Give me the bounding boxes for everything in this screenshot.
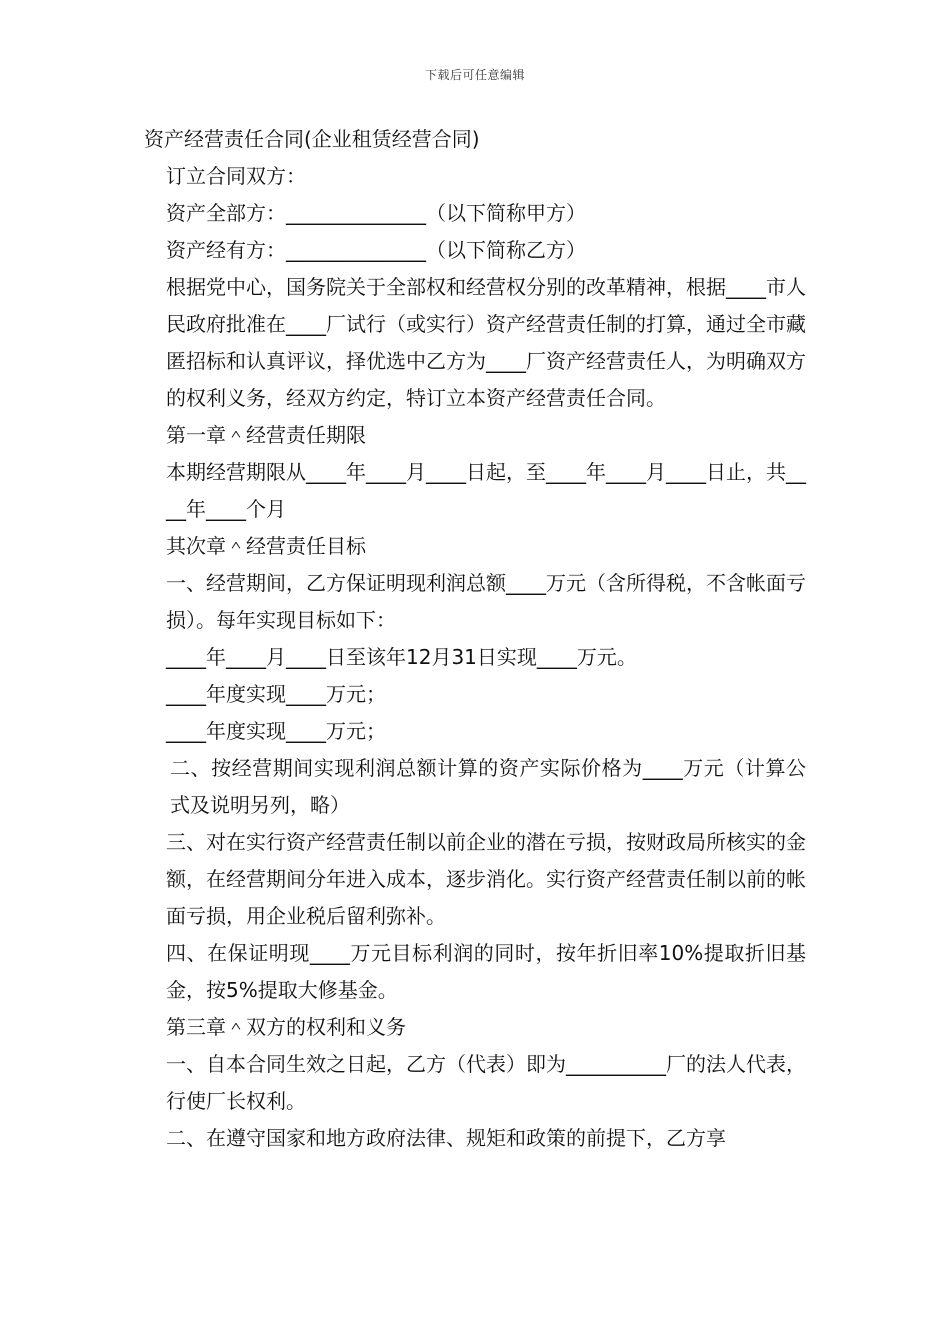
paragraph-target-year-2: ____年度实现____万元； bbox=[166, 682, 386, 706]
chapter-heading-1: 第一章＾经营责任期限 bbox=[166, 423, 366, 447]
paragraph-rights-1: 一、自本合同生效之日起，乙方（代表）即为__________厂的法人代表，行使厂长权利。 bbox=[166, 1052, 806, 1113]
paragraph-party-b: 资产经有方：______________（以下简称乙方） bbox=[166, 238, 586, 262]
page-header: 下载后可任意编辑 bbox=[424, 68, 525, 82]
paragraph-target-year-1: ____年____月____日至该年12月31日实现____万元。 bbox=[166, 645, 637, 669]
paragraph-target-year-3: ____年度实现____万元； bbox=[166, 719, 386, 743]
document-title: 资产经营责任合同(企业租赁经营合同) bbox=[144, 127, 480, 151]
paragraph-parties: 订立合同双方： bbox=[166, 164, 306, 188]
paragraph-preamble: 根据党中心，国务院关于全部权和经营权分别的改革精神，根据____市人民政府批准在____厂试行（或实行）资产经营责任制的打算，通过全市藏匿招标和认真评议，择优选中乙方为____厂资产经营责任人，为明确双方的权利义务，经双方约定，特订立本资产经营责任合同。 bbox=[166, 275, 806, 410]
paragraph-rights-2: 二、在遵守国家和地方政府法律、规矩和政策的前提下，乙方享 bbox=[166, 1126, 726, 1150]
paragraph-target-1: 一、经营期间，乙方保证明现利润总额____万元（含所得税，不含帐面亏损）。每年实现目标如下： bbox=[166, 571, 806, 632]
paragraph-party-a: 资产全部方：______________（以下简称甲方） bbox=[166, 201, 586, 225]
chapter-heading-2: 其次章＾经营责任目标 bbox=[166, 534, 366, 558]
document-body bbox=[144, 121, 806, 1157]
chapter-heading-3: 第三章＾双方的权利和义务 bbox=[166, 1015, 406, 1039]
paragraph-target-3: 三、对在实行资产经营责任制以前企业的潜在亏损，按财政局所核实的金额，在经营期间分年进入成本，逐步消化。实行资产经营责任制以前的帐面亏损，用企业税后留利弥补。 bbox=[166, 830, 806, 928]
paragraph-target-2: 二、按经营期间实现利润总额计算的资产实际价格为____万元（计算公式及说明另列，略） bbox=[170, 756, 806, 817]
paragraph-target-4: 四、在保证明现____万元目标利润的同时，按年折旧率10%提取折旧基金，按5%提取大修基金。 bbox=[166, 941, 806, 1002]
paragraph-term: 本期经营期限从____年____月____日起，至____年____月____日止，共____年____个月 bbox=[166, 460, 806, 521]
